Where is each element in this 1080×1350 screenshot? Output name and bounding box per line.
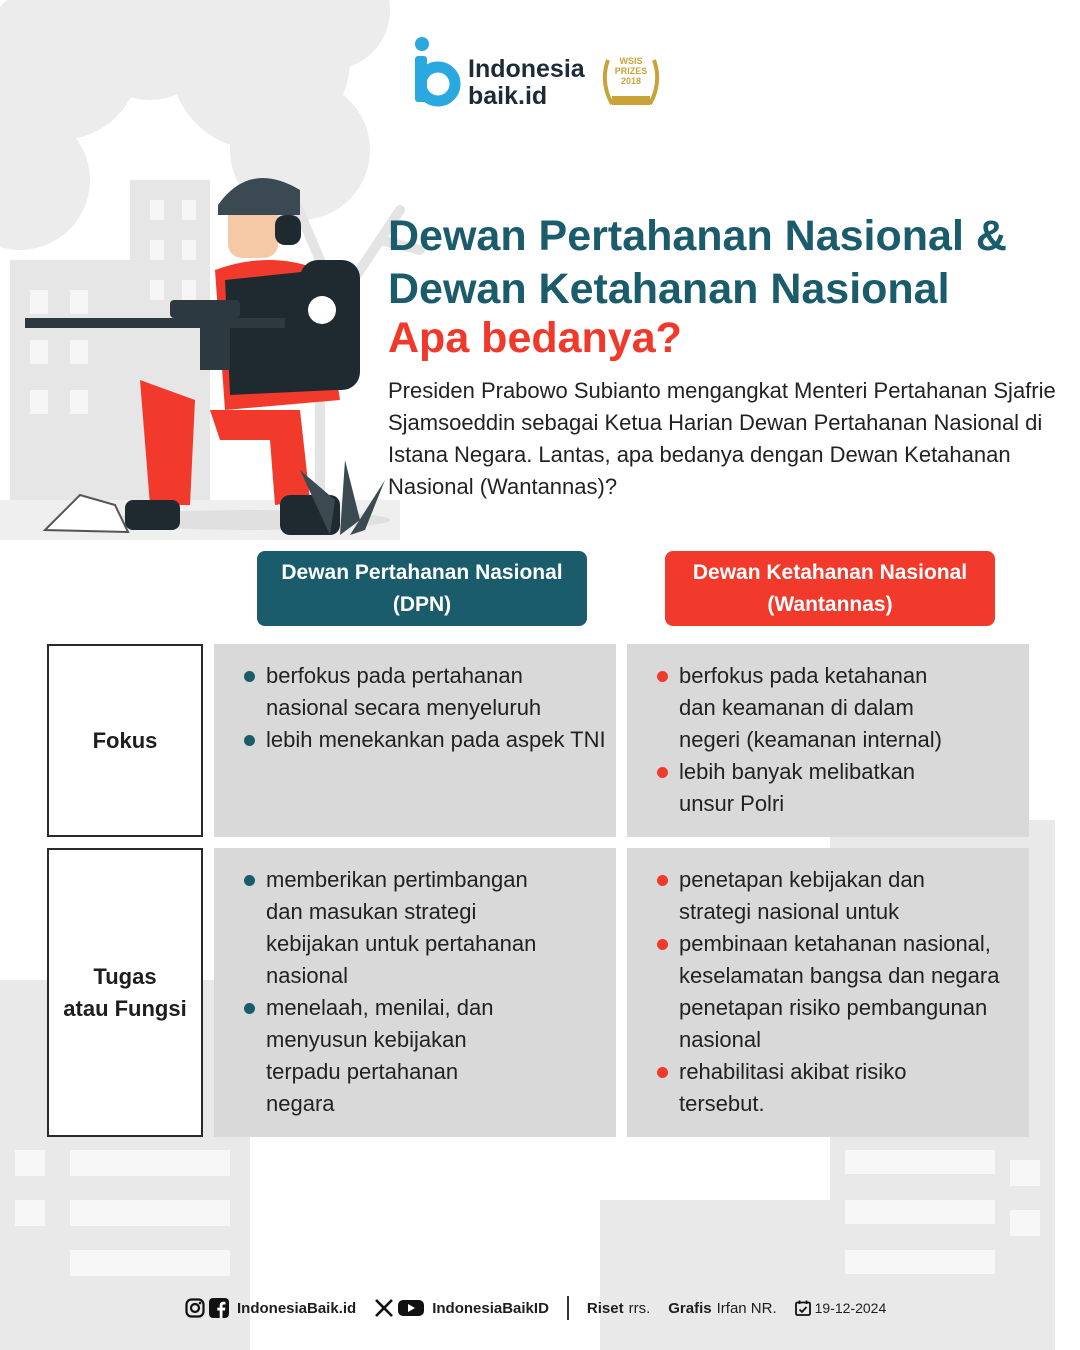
list-item: memberikan pertimbangan dan masukan strategi kebijakan untuk pertahanan nasional [244,864,606,992]
page-title [388,210,1058,316]
grafis-label: Grafis [668,1299,712,1317]
calendar-icon [795,1300,811,1316]
list-item: lebih banyak melibatkan unsur Polri [657,756,1019,820]
fokus-wantannas-list [657,660,1019,820]
column-header-dpn-line1: Dewan Pertahanan Nasional [281,560,563,584]
award-line2: PRIZES [614,66,648,76]
column-header-wantannas-line1: Dewan Ketahanan Nasional [692,560,968,584]
list-item: pembinaan ketahanan nasional, keselamatan bangsa dan negara penetapan risiko pembangunan nasional [657,928,1023,1056]
column-header-dpn [257,551,587,626]
riset-label: Riset [586,1299,624,1317]
row-label-tugas [47,848,203,1137]
row-label-tugas-line1: Tugas [93,963,157,989]
row-label-fokus-text: Fokus [92,727,158,753]
social-handle-1: IndonesiaBaik.id [237,1299,357,1317]
intro-paragraph: Presiden Prabowo Subianto mengangkat Menteri Pertahanan Sjafrie Sjamsoeddin sebagai Ketua Harian Dewan Pertahanan Nasional di Istana Negara. Lantas, apa bedanya dengan Dewan Ketahanan Nasional (Wantannas)? [388,378,1056,499]
tugas-wantannas-list [657,864,1023,1120]
indonesiabaik-logo [412,34,472,114]
list-item: penetapan kebijakan dan strategi nasional untuk [657,864,1023,928]
cell-fokus-dpn [214,644,616,837]
list-item: lebih menekankan pada aspek TNI [244,724,606,756]
footer-credits [185,1293,886,1323]
wsis-award-badge [598,52,664,112]
facebook-icon[interactable] [209,1298,229,1318]
grafis-value: Irfan NR. [716,1299,777,1317]
row-label-fokus [47,644,203,837]
award-line4: WINNER [616,88,646,95]
cell-fokus-wantannas [627,644,1029,837]
column-header-wantannas [665,551,995,626]
cell-tugas-dpn [214,848,616,1137]
award-line1: WSIS [619,56,643,66]
publish-date: 19-12-2024 [814,1300,887,1316]
youtube-icon[interactable] [398,1298,424,1318]
x-twitter-icon[interactable] [374,1298,394,1318]
column-header-wantannas-line2: (Wantannas) [767,592,893,616]
list-item: berfokus pada ketahanan dan keamanan di dalam negeri (keamanan internal) [657,660,1019,756]
column-header-dpn-line2: (DPN) [392,592,452,616]
riset-value: rrs. [628,1299,651,1317]
brand-name-line1: Indonesia [468,55,585,83]
title-line2: Dewan Ketahanan Nasional [388,265,950,313]
tugas-dpn-list [244,864,606,1120]
fokus-dpn-list [244,660,606,756]
title-line1: Dewan Pertahanan Nasional & [388,212,1007,260]
award-line3: 2018 [620,76,642,86]
brand-wordmark [468,56,585,110]
footer-divider [567,1296,569,1320]
instagram-icon[interactable] [185,1298,205,1318]
row-label-tugas-line2: atau Fungsi [63,995,187,1021]
list-item: rehabilitasi akibat risiko tersebut. [657,1056,1023,1120]
list-item: menelaah, menilai, dan menyusun kebijakan terpadu pertahanan negara [244,992,606,1120]
cell-tugas-wantannas [627,848,1029,1137]
list-item: berfokus pada pertahanan nasional secara menyeluruh [244,660,606,724]
brand-name-line2: baik.id [468,82,548,110]
social-handle-2: IndonesiaBaikID [432,1299,549,1317]
title-question: Apa bedanya? [388,314,682,362]
